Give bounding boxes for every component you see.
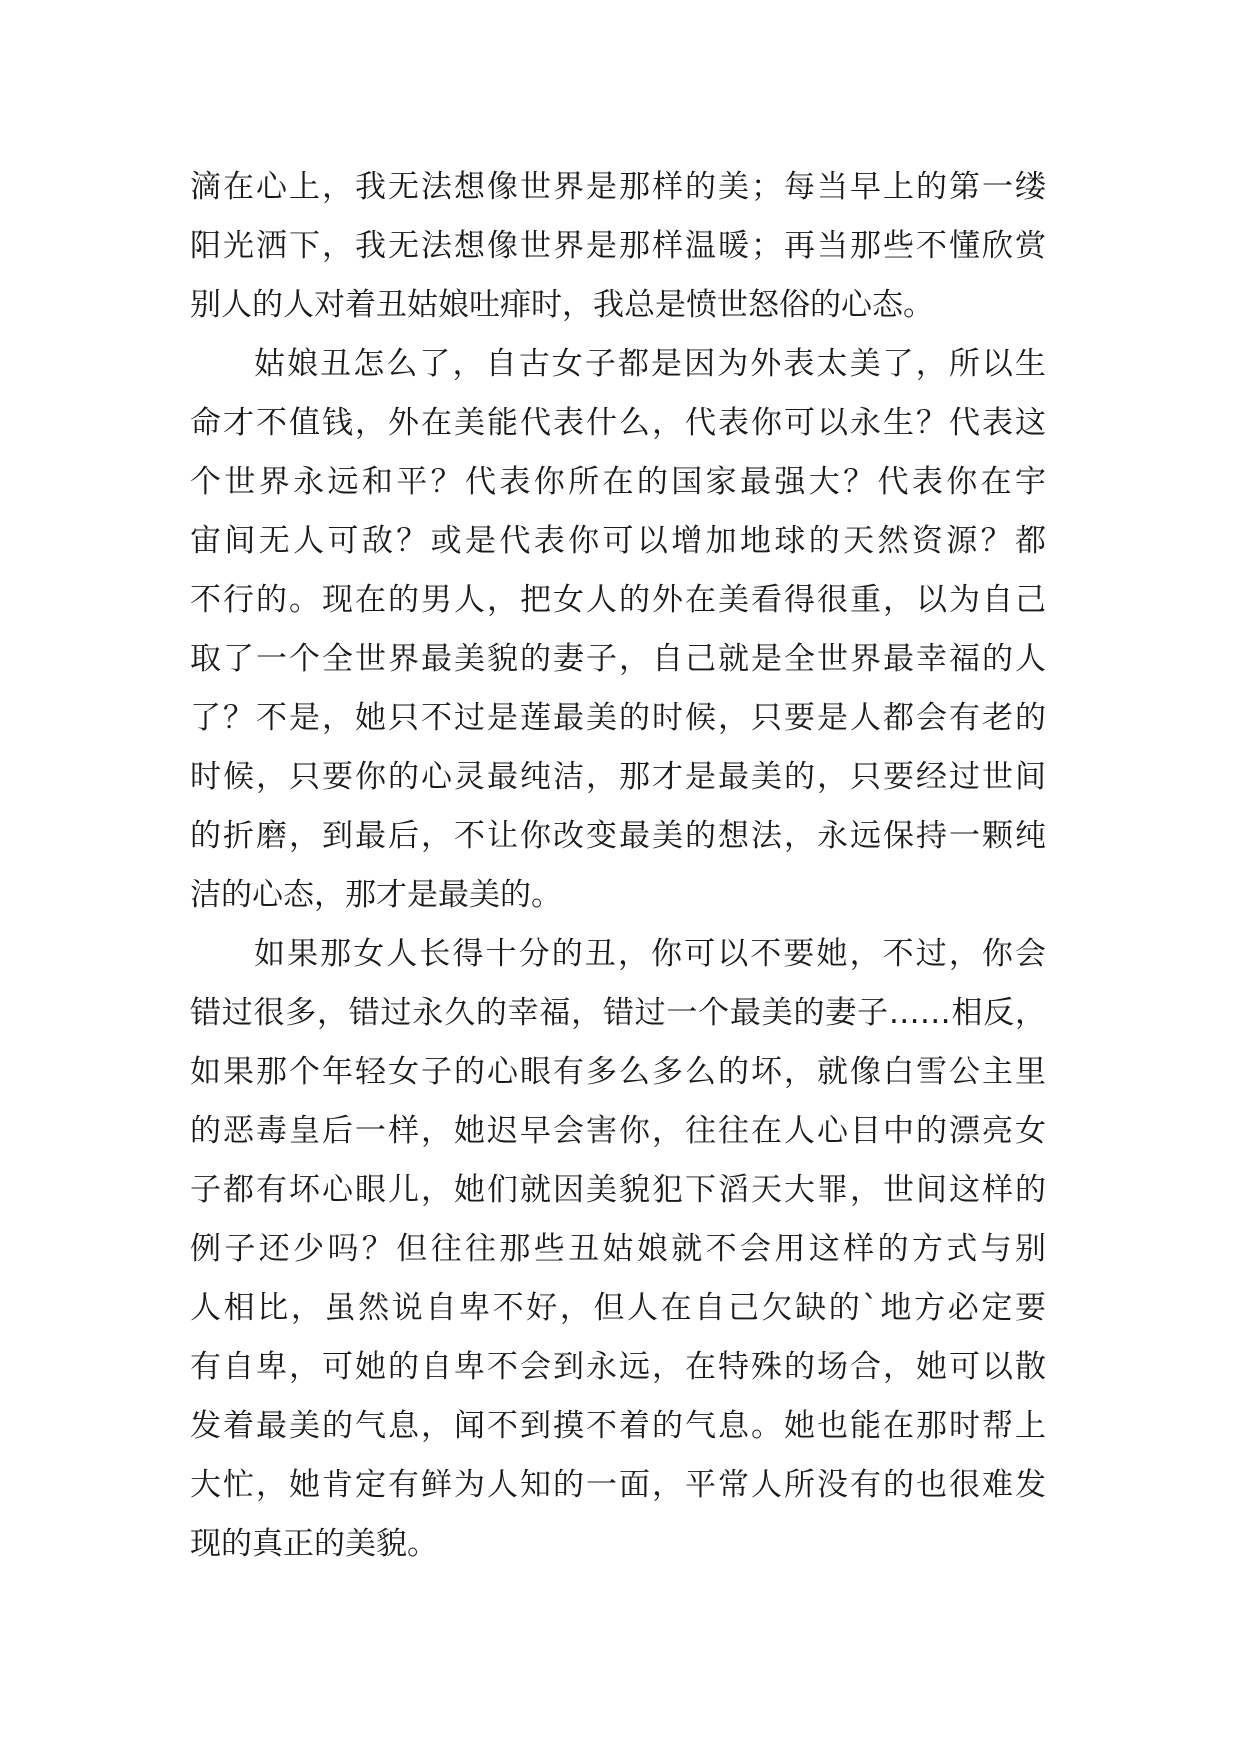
- text-line: 宙间无人可敌？或是代表你可以增加地球的天然资源？都: [190, 523, 1046, 559]
- text-line: 滴在心上，我无法想像世界是那样的美；每当早上的第一缕: [190, 169, 1046, 205]
- text-line: 有自卑，可她的自卑不会到永远，在特殊的场合，她可以散: [190, 1349, 1046, 1385]
- text-line: 了？不是，她只不过是莲最美的时候，只要是人都会有老的: [190, 700, 1046, 736]
- text-line: 人相比，虽然说自卑不好，但人在自己欠缺的`地方必定要: [190, 1290, 1046, 1326]
- document-body: [190, 158, 1046, 1574]
- paragraph-3: [190, 925, 1046, 1574]
- text-line: 别人的人对着丑姑娘吐痱时，我总是愤世怒俗的心态。: [190, 287, 934, 323]
- text-line: 的折磨，到最后，不让你改变最美的想法，永远保持一颗纯: [190, 818, 1046, 854]
- text-line: 的恶毒皇后一样，她迟早会害你，往往在人心目中的漂亮女: [190, 1113, 1046, 1149]
- text-line: 例子还少吗？但往往那些丑姑娘就不会用这样的方式与别: [190, 1231, 1046, 1267]
- text-line: 不行的。现在的男人，把女人的外在美看得很重，以为自己: [190, 582, 1046, 618]
- text-line: 错过很多，错过永久的幸福，错过一个最美的妻子……相反，: [190, 995, 1046, 1031]
- text-line: 如果那个年轻女子的心眼有多么多么的坏，就像白雪公主里: [190, 1054, 1046, 1090]
- paragraph-1: [190, 158, 1046, 335]
- text-line: 命才不值钱，外在美能代表什么，代表你可以永生？代表这: [190, 405, 1046, 441]
- text-line: 洁的心态，那才是最美的。: [190, 877, 562, 913]
- text-line: 姑娘丑怎么了，自古女子都是因为外表太美了，所以生: [254, 346, 1046, 382]
- text-line: 子都有坏心眼儿，她们就因美貌犯下滔天大罪，世间这样的: [190, 1172, 1046, 1208]
- paragraph-2: [190, 335, 1046, 925]
- text-line: 时候，只要你的心灵最纯洁，那才是最美的，只要经过世间: [190, 759, 1046, 795]
- text-line: 发着最美的气息，闻不到摸不着的气息。她也能在那时帮上: [190, 1408, 1046, 1444]
- text-line: 个世界永远和平？代表你所在的国家最强大？代表你在宇: [190, 464, 1046, 500]
- text-line: 大忙，她肯定有鲜为人知的一面，平常人所没有的也很难发: [190, 1467, 1046, 1503]
- text-line: 现的真正的美貌。: [190, 1526, 438, 1562]
- text-line: 取了一个全世界最美貌的妻子，自己就是全世界最幸福的人: [190, 641, 1046, 677]
- text-line: 如果那女人长得十分的丑，你可以不要她，不过，你会: [254, 936, 1046, 972]
- text-line: 阳光洒下，我无法想像世界是那样温暖；再当那些不懂欣赏: [190, 228, 1046, 264]
